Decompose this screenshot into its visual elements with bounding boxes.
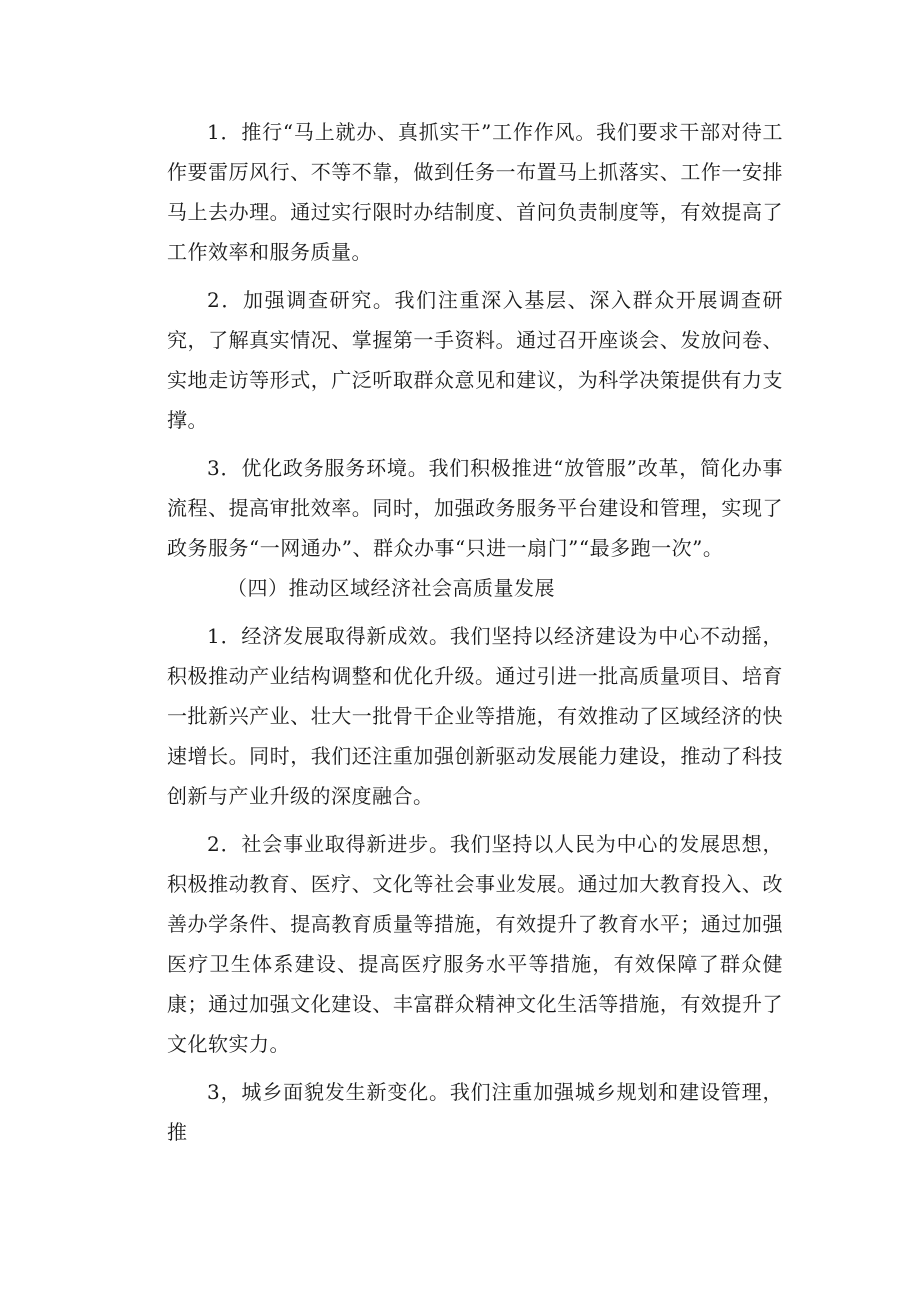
paragraph-economy: 1．经济发展取得新成效。我们坚持以经济建设为中心不动摇，积极推动产业结构调整和优化升级。通过引进一批高质量项目、培育一批新兴产业、壮大一批骨干企业等措施，有效推动了区域经济的快速增长。同时，我们还注重加强创新驱动发展能力建设，推动了科技创新与产业升级的深度融合。 bbox=[167, 624, 783, 808]
paragraph-social: 2．社会事业取得新进步。我们坚持以人民为中心的发展思想，积极推动教育、医疗、文化等社会事业发展。通过加大教育投入、改善办学条件、提高教育质量等措施，有效提升了教育水平；通过加强医疗卫生体系建设、提高医疗服务水平等措施，有效保障了群众健康；通过加强文化建设、丰富群众精神文化生活等措施，有效提升了文化软实力。 bbox=[167, 832, 783, 1056]
paragraph-work-style: 1．推行“马上就办、真抓实干”工作作风。我们要求干部对待工作要雷厉风行、不等不靠，做到任务一布置马上抓落实、工作一安排马上去办理。通过实行限时办结制度、首问负责制度等，有效提高了工作效率和服务质量。 bbox=[167, 120, 783, 264]
document-body bbox=[167, 112, 783, 1152]
paragraph-research: 2．加强调查研究。我们注重深入基层、深入群众开展调查研究，了解真实情况、掌握第一手资料。通过召开座谈会、发放问卷、实地走访等形式，广泛听取群众意见和建议，为科学决策提供有力支撑。 bbox=[167, 288, 783, 432]
paragraph-urban-rural: 3，城乡面貌发生新变化。我们注重加强城乡规划和建设管理，推 bbox=[167, 1080, 783, 1144]
paragraph-gov-services: 3．优化政务服务环境。我们积极推进“放管服”改革，简化办事流程、提高审批效率。同时，加强政务服务平台建设和管理，实现了政务服务“一网通办”、群众办事“只进一扇门”“最多跑一次”。 bbox=[167, 456, 783, 560]
section-heading: （四）推动区域经济社会高质量发展 bbox=[227, 576, 555, 600]
